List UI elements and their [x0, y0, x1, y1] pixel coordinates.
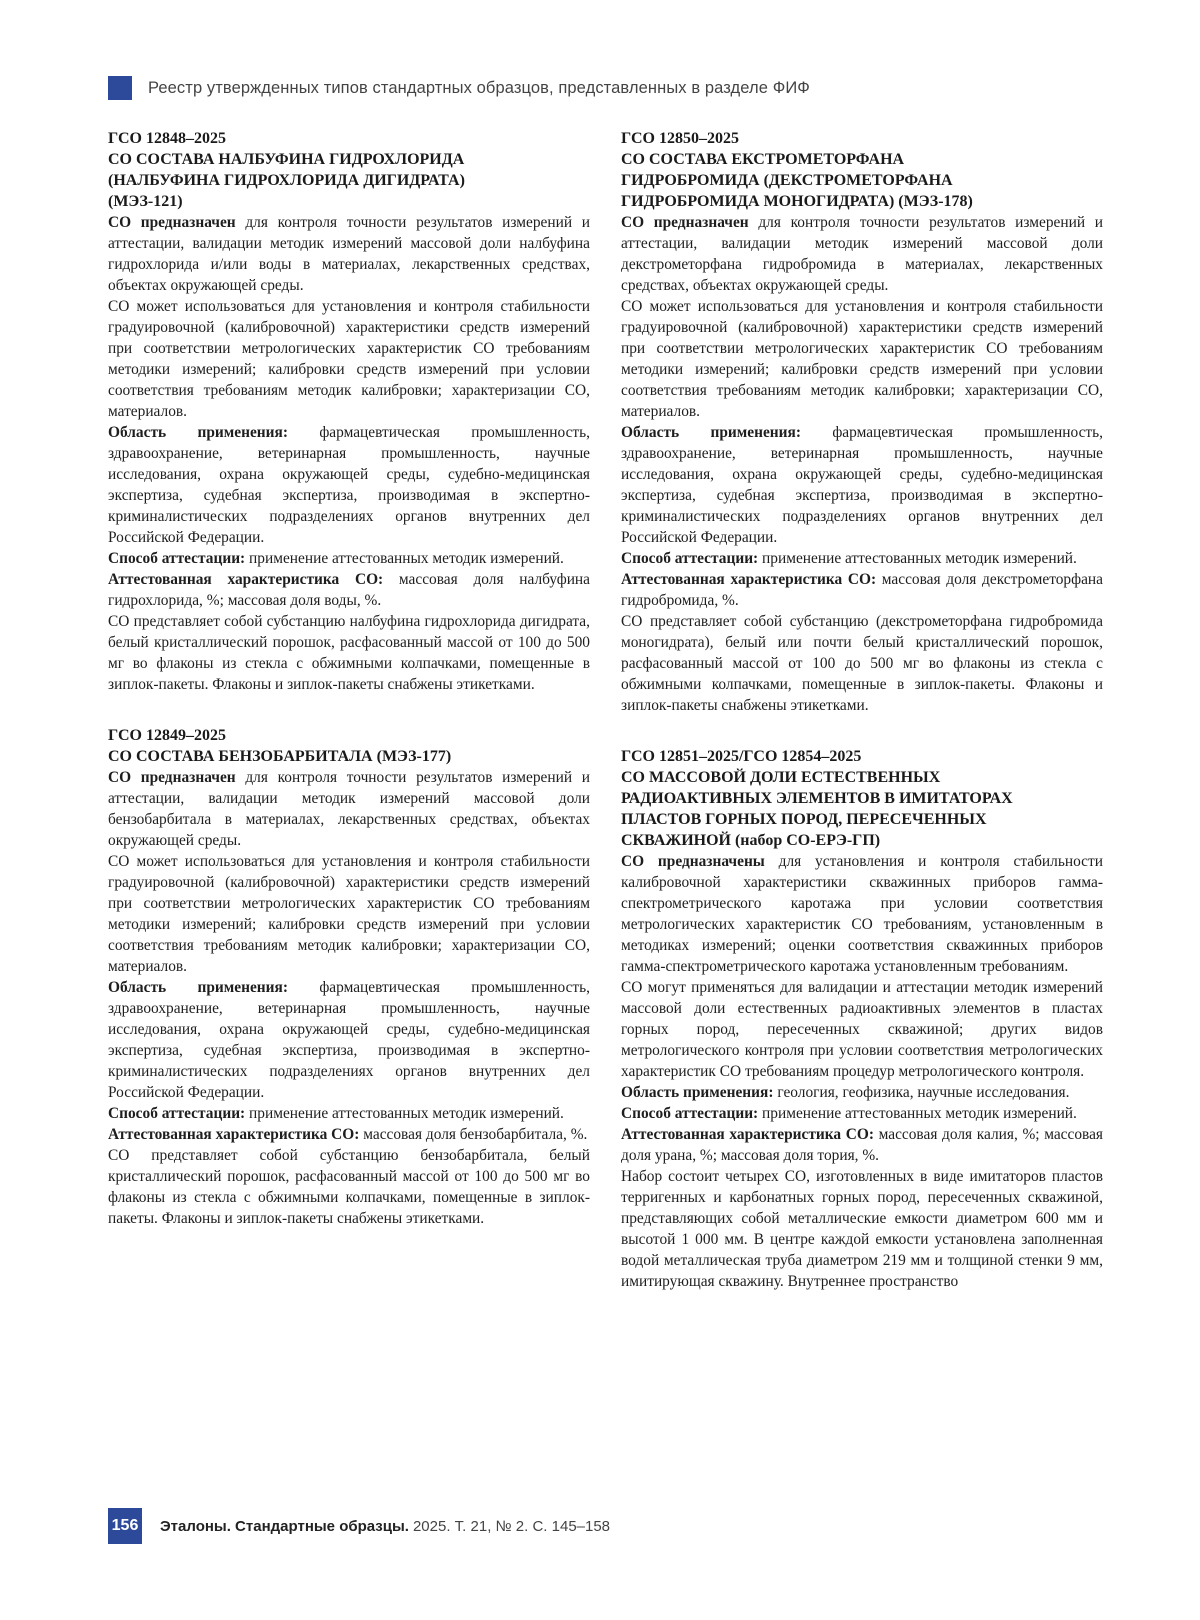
description-paragraph: СО представляет собой субстанцию налбуфина гидрохлорида дигидрата, белый кристаллический порошок, расфасованный массой от 100 до 500 мг во флаконы из стекла с обжимными колпачками, помещенные в зиплок-пакеты. Флаконы и зиплок-пакеты снабжены этикетками.: [108, 613, 590, 693]
entry-title-line: (МЭЗ-121): [108, 193, 183, 210]
entry-title-line: РАДИОАКТИВНЫХ ЭЛЕМЕНТОВ В ИМИТАТОРАХ: [621, 790, 1013, 807]
header-marker-square: [108, 76, 132, 100]
purpose-paragraph: [621, 851, 1103, 977]
usage-paragraph: СО могут применяться для валидации и аттестации методик измерений массовой доли естественных радиоактивных элементов в пластах горных пород, пересеченных скважиной; других видов метрологического контроля при условии соответствия метрологических характеристик СО требованиям процедур метрологического контроля.: [621, 979, 1103, 1080]
purpose-paragraph: [621, 212, 1103, 296]
entry-title-line: СКВАЖИНОЙ (набор СО-ЕРЭ-ГП): [621, 832, 881, 849]
description-paragraph: Набор состоит четырех СО, изготовленных в виде имитаторов пластов терригенных и карбонатных горных пород, пересеченных скважиной, представляющих собой металлические емкости диаметром 600 мм и высотой 1 000 мм. В центре каждой емкости установлена заполненная водой металлическая труба диаметром 219 мм и толщиной стенки 9 мм, имитирующая скважину. Внутреннее пространство: [621, 1168, 1103, 1290]
entry-gso-12849: [108, 725, 590, 1229]
entry-heading: [621, 746, 1103, 851]
entry-heading: [108, 725, 590, 767]
purpose-text: для контроля точности результатов измерений и аттестации, валидации методик измерений массовой доли бензобарбитала в материалах, лекарственных средствах, объектах окружающей среды.: [108, 769, 590, 849]
method-text: применение аттестованных методик измерений.: [249, 1105, 564, 1122]
scope-label: Область применения:: [108, 424, 288, 441]
method-paragraph: [108, 1103, 590, 1124]
method-text: применение аттестованных методик измерений.: [249, 550, 564, 567]
method-label: Способ аттестации:: [621, 550, 759, 567]
characteristic-paragraph: [621, 1124, 1103, 1166]
scope-paragraph: [108, 422, 590, 548]
characteristic-text: массовая доля декстрометорфана гидробромида, %.: [621, 571, 1104, 609]
usage-paragraph: СО может использоваться для установления и контроля стабильности градуировочной (калибровочной) характеристики средств измерений при соответствии метрологических характеристик СО требованиям методики измерений; калибровки средств измерений при условии соответствия требованиям методик калибровки; характеризации СО, материалов.: [108, 298, 590, 420]
header-title: Реестр утвержденных типов стандартных образцов, представленных в разделе ФИФ: [148, 78, 810, 97]
method-paragraph: [108, 548, 590, 569]
entry-title-line: СО СОСТАВА ЕКСТРОМЕТОРФАНА: [621, 151, 905, 168]
entry-code: ГСО 12850–2025: [621, 130, 739, 147]
purpose-paragraph: [108, 767, 590, 851]
purpose-label: СО предназначен: [108, 769, 236, 786]
characteristic-label: Аттестованная характеристика СО:: [108, 1126, 360, 1143]
method-text: применение аттестованных методик измерений.: [762, 1105, 1077, 1122]
entry-title-line: ГИДРОБРОМИДА МОНОГИДРАТА) (МЭЗ-178): [621, 193, 973, 210]
description-paragraph: СО представляет собой субстанцию бензобарбитала, белый кристаллический порошок, расфасованный массой от 100 до 500 мг во флаконы из стекла с обжимными колпачками, помещенные в зиплок-пакеты. Флаконы и зиплок-пакеты снабжены этикетками.: [108, 1147, 590, 1227]
entry-gso-12848: [108, 128, 590, 695]
entry-heading: [108, 128, 590, 212]
journal-title: Эталоны. Стандартные образцы.: [160, 1517, 409, 1535]
characteristic-label: Аттестованная характеристика СО:: [108, 571, 384, 588]
journal-issue: 2025. Т. 21, № 2. С. 145–158: [412, 1517, 611, 1535]
entry-title-line: ПЛАСТОВ ГОРНЫХ ПОРОД, ПЕРЕСЕЧЕННЫХ: [621, 811, 987, 828]
scope-text: фармацевтическая промышленность, здравоохранение, ветеринарная промышленность, научные исследования, охрана окружающей среды, судебно-медицинская экспертиза, судебная экспертиза, производимая в экспертно-криминалистических подразделениях органов внутренних дел Российской Федерации.: [621, 424, 1103, 546]
right-column: [621, 128, 1103, 1322]
scope-label: Область применения:: [621, 1084, 774, 1101]
entry-code: ГСО 12848–2025: [108, 130, 226, 147]
page-number: 156: [108, 1508, 142, 1544]
entry-title-line: ГИДРОБРОМИДА (ДЕКСТРОМЕТОРФАНА: [621, 172, 953, 189]
entry-heading: [621, 128, 1103, 212]
characteristic-paragraph: [621, 569, 1103, 611]
entry-code: ГСО 12851–2025/ГСО 12854–2025: [621, 748, 862, 765]
entry-gso-12851-12854: [621, 746, 1103, 1292]
purpose-label: СО предназначены: [621, 853, 765, 870]
scope-text: фармацевтическая промышленность, здравоохранение, ветеринарная промышленность, научные исследования, охрана окружающей среды, судебно-медицинская экспертиза, судебная экспертиза, производимая в экспертно-криминалистических подразделениях органов внутренних дел Российской Федерации.: [108, 979, 590, 1101]
method-label: Способ аттестации:: [621, 1105, 759, 1122]
description-paragraph: СО представляет собой субстанцию (декстрометорфана гидробромида моногидрата), белый или почти белый кристаллический порошок, расфасованный массой от 100 до 500 мг во флаконы из стекла с обжимными колпачками, помещенные в зиплок-пакеты. Флаконы и зиплок-пакеты снабжены этикетками.: [621, 613, 1103, 714]
scope-label: Область применения:: [108, 979, 288, 996]
method-paragraph: [621, 548, 1103, 569]
usage-paragraph: СО может использоваться для установления и контроля стабильности градуировочной (калибровочной) характеристики средств измерений при соответствии метрологических характеристик СО требованиям методики измерений; калибровки средств измерений при условии соответствия требованиям методик калибровки; характеризации СО, материалов.: [621, 298, 1103, 420]
scope-text: фармацевтическая промышленность, здравоохранение, ветеринарная промышленность, научные исследования, охрана окружающей среды, судебно-медицинская экспертиза, судебная экспертиза, производимая в экспертно-криминалистических подразделениях органов внутренних дел Российской Федерации.: [108, 424, 590, 546]
purpose-text: для контроля точности результатов измерений и аттестации, валидации методик измерений массовой доли декстрометорфана гидробромида в материалах, лекарственных средствах, объектах окружающей среды.: [621, 214, 1103, 294]
method-paragraph: [621, 1103, 1103, 1124]
purpose-text: для установления и контроля стабильности калибровочной характеристики скважинных приборов гамма-спектрометрического каротажа при условии соответствия метрологических характеристик СО требованиям, установленным в методиках измерений; оценки соответствия скважинных приборов гамма-спектрометрического каротажа установленным требованиям.: [621, 853, 1103, 975]
method-label: Способ аттестации:: [108, 550, 246, 567]
scope-text: геология, геофизика, научные исследования.: [777, 1084, 1070, 1101]
characteristic-text: массовая доля калия, %; массовая доля урана, %; массовая доля тория, %.: [621, 1126, 1103, 1164]
purpose-label: СО предназначен: [621, 214, 749, 231]
scope-paragraph: [108, 977, 590, 1103]
usage-paragraph: СО может использоваться для установления и контроля стабильности градуировочной (калибровочной) характеристики средств измерений при соответствии метрологических характеристик СО требованиям методики измерений; калибровки средств измерений при условии соответствия требованиям методик калибровки; характеризации СО, материалов.: [108, 853, 590, 975]
left-column: [108, 128, 590, 1259]
entry-code: ГСО 12849–2025: [108, 727, 226, 744]
entry-title-line: СО МАССОВОЙ ДОЛИ ЕСТЕСТВЕННЫХ: [621, 769, 941, 786]
scope-paragraph: [621, 1082, 1103, 1103]
characteristic-paragraph: [108, 1124, 590, 1145]
entry-title-line: (НАЛБУФИНА ГИДРОХЛОРИДА ДИГИДРАТА): [108, 172, 465, 189]
characteristic-label: Аттестованная характеристика СО:: [621, 1126, 874, 1143]
purpose-paragraph: [108, 212, 590, 296]
page-footer: [108, 1508, 610, 1544]
page-header: [108, 76, 810, 100]
method-label: Способ аттестации:: [108, 1105, 246, 1122]
purpose-text: для контроля точности результатов измерений и аттестации, валидации методик измерений массовой доли налбуфина гидрохлорида и/или воды в материалах, лекарственных средствах, объектах окружающей среды.: [108, 214, 590, 294]
entry-title-line: СО СОСТАВА НАЛБУФИНА ГИДРОХЛОРИДА: [108, 151, 465, 168]
purpose-label: СО предназначен: [108, 214, 236, 231]
entry-gso-12850: [621, 128, 1103, 716]
characteristic-label: Аттестованная характеристика СО:: [621, 571, 877, 588]
method-text: применение аттестованных методик измерений.: [762, 550, 1077, 567]
characteristic-text: массовая доля налбуфина гидрохлорида, %; массовая доля воды, %.: [108, 571, 590, 609]
characteristic-paragraph: [108, 569, 590, 611]
characteristic-text: массовая доля бензобарбитала, %.: [363, 1126, 588, 1143]
scope-label: Область применения:: [621, 424, 801, 441]
scope-paragraph: [621, 422, 1103, 548]
entry-title-line: СО СОСТАВА БЕНЗОБАРБИТАЛА (МЭЗ-177): [108, 748, 452, 765]
